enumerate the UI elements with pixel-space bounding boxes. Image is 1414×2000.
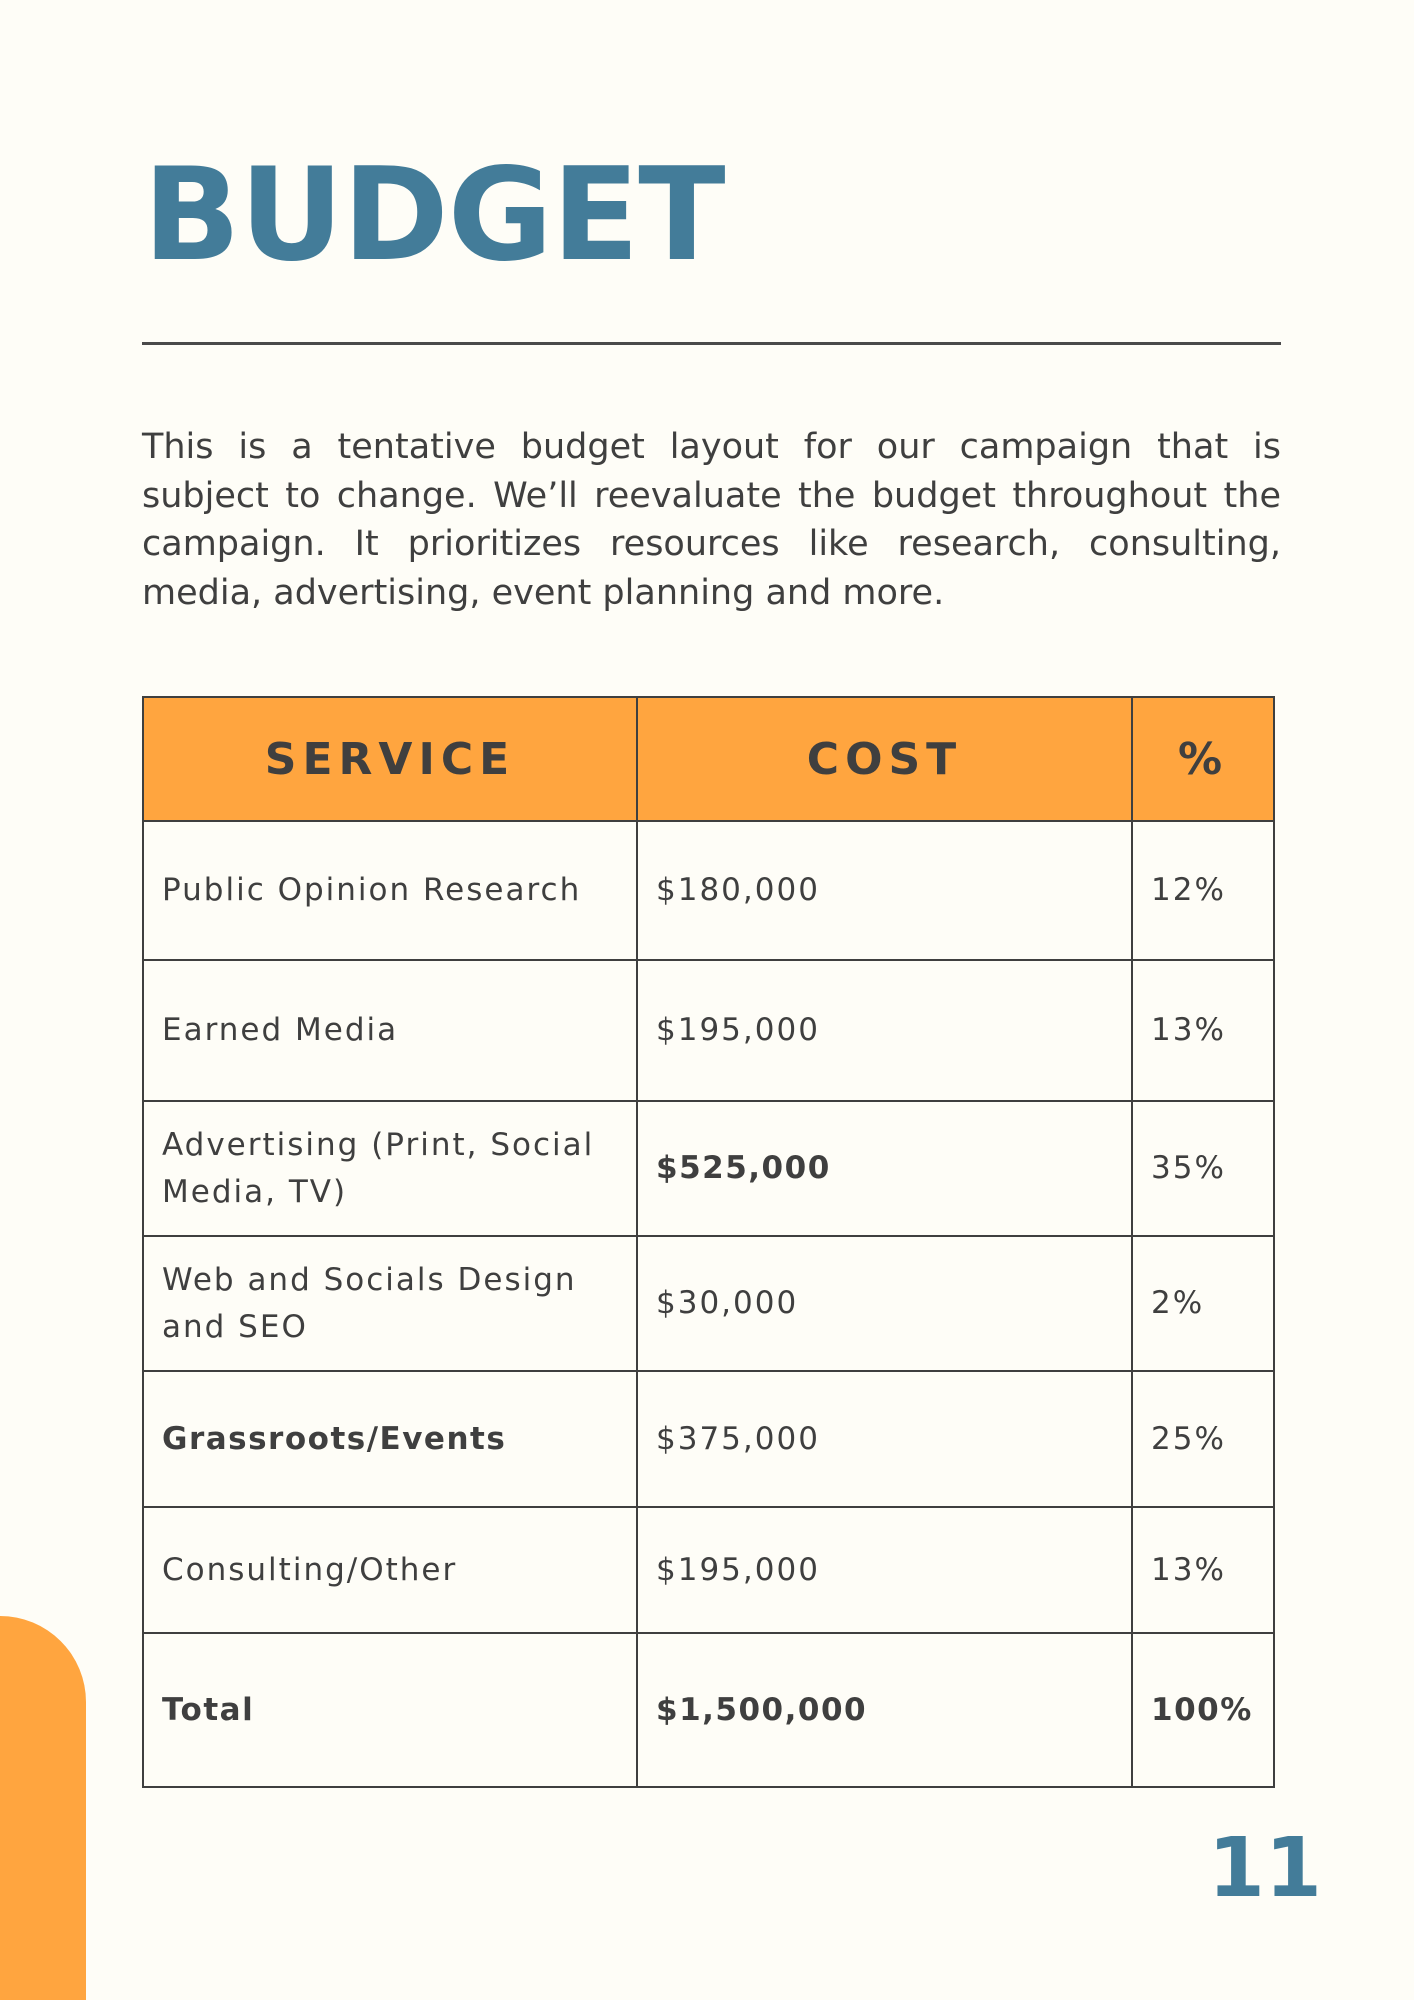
service-cell: Consulting/Other xyxy=(143,1507,637,1633)
cost-cell: $195,000 xyxy=(637,1507,1132,1633)
service-cell: Grassroots/Events xyxy=(143,1371,637,1507)
title-divider xyxy=(142,342,1281,345)
header-percent: % xyxy=(1132,697,1274,821)
percent-cell: 12% xyxy=(1132,821,1274,960)
table-row xyxy=(143,1236,1274,1371)
total-percent: 100% xyxy=(1132,1633,1274,1787)
table-header-row xyxy=(143,697,1274,821)
cost-cell: $375,000 xyxy=(637,1371,1132,1507)
percent-cell: 2% xyxy=(1132,1236,1274,1371)
cost-cell: $180,000 xyxy=(637,821,1132,960)
percent-cell: 35% xyxy=(1132,1101,1274,1236)
header-cost: COST xyxy=(637,697,1132,821)
total-cost: $1,500,000 xyxy=(637,1633,1132,1787)
decorative-corner-shape xyxy=(0,1616,86,2000)
table-row xyxy=(143,1507,1274,1633)
cost-cell: $525,000 xyxy=(637,1101,1132,1236)
cost-cell: $195,000 xyxy=(637,960,1132,1101)
service-cell: Earned Media xyxy=(143,960,637,1101)
table-row xyxy=(143,821,1274,960)
header-service: SERVICE xyxy=(143,697,637,821)
service-cell: Advertising (Print, Social Media, TV) xyxy=(143,1101,637,1236)
service-cell: Web and Socials Design and SEO xyxy=(143,1236,637,1371)
budget-table xyxy=(142,696,1275,1788)
percent-cell: 13% xyxy=(1132,1507,1274,1633)
cost-cell: $30,000 xyxy=(637,1236,1132,1371)
table-row xyxy=(143,1101,1274,1236)
total-label: Total xyxy=(143,1633,637,1787)
intro-paragraph: This is a tentative budget layout for our campaign that is subject to change. We’ll reevaluate the budget throughout the campaign. It prioritizes resources like research, consulting, media, advertising, event planning and more. xyxy=(142,427,1281,613)
table-row xyxy=(143,960,1274,1101)
page-number: 11 xyxy=(1207,1821,1322,1916)
page-title: BUDGET xyxy=(143,141,725,290)
total-row xyxy=(143,1633,1274,1787)
table-row xyxy=(143,1371,1274,1507)
service-cell: Public Opinion Research xyxy=(143,821,637,960)
percent-cell: 25% xyxy=(1132,1371,1274,1507)
percent-cell: 13% xyxy=(1132,960,1274,1101)
